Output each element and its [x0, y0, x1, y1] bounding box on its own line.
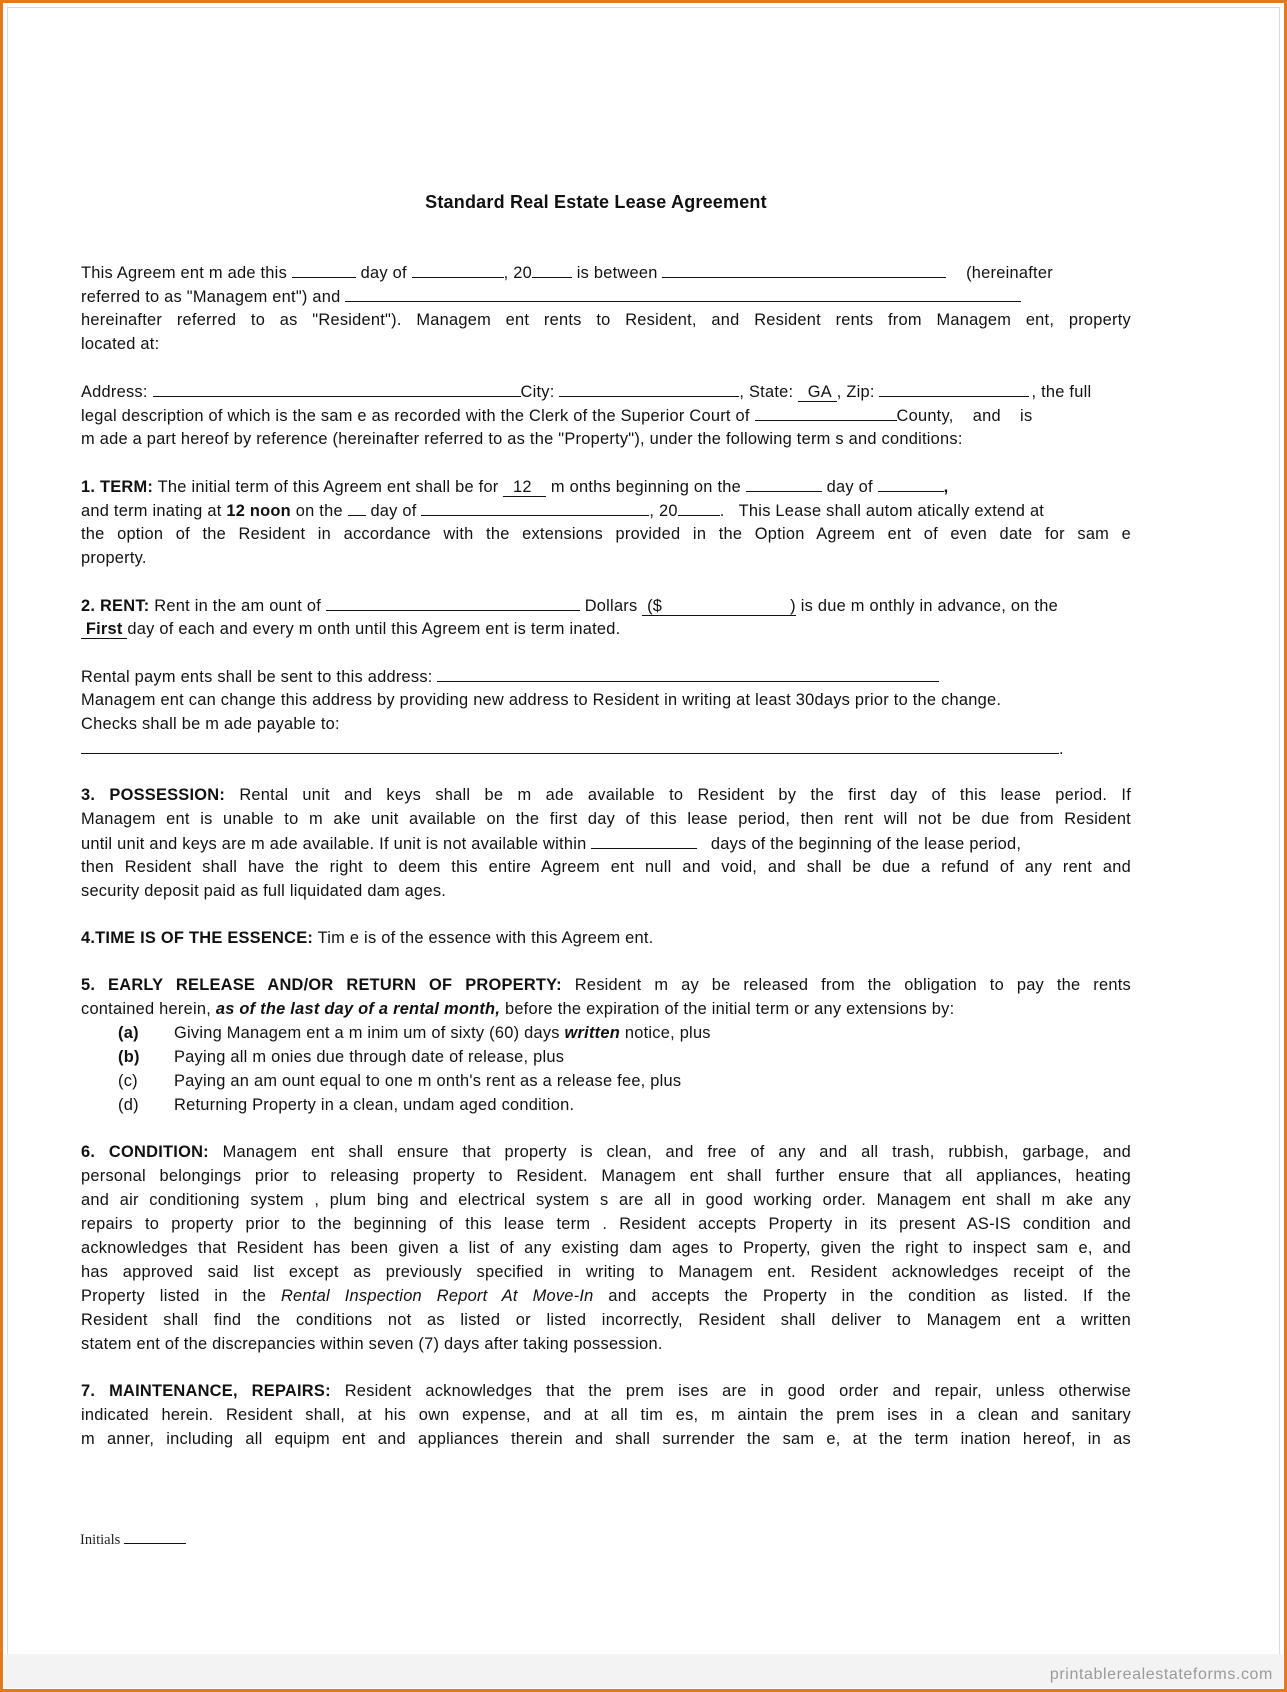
condition-heading: 6. CONDITION:: [81, 1143, 209, 1161]
term-line-2: and term inating at 12 noon on the day of , 20 . This Lease shall autom atically extend at: [81, 498, 1131, 522]
lease-document: [81, 190, 1131, 1451]
rent-address-line: Rental paym ents shall be sent to this address:: [81, 664, 1131, 688]
condition-line-1: 6. CONDITION: Managem ent shall ensure that property is clean, and free of any and all trash, rubbish, garbage, and: [81, 1143, 1131, 1161]
rent-payee-line: .: [81, 736, 1131, 760]
maintenance-line-2: indicated herein. Resident shall, at his own expense, and at all tim es, m aintain the prem ises in a clean and sanitary: [81, 1406, 1131, 1424]
state-value[interactable]: GA: [798, 383, 837, 402]
maintenance-line-1: 7. MAINTENANCE, REPAIRS: Resident acknowledges that the prem ises are in good order and repair, unless otherwise: [81, 1382, 1131, 1400]
early-line-2: contained herein, as of the last day of a rental month, before the expiration of the initial term or any extensions by:: [81, 1000, 955, 1018]
end-month-blank[interactable]: [421, 498, 649, 516]
year-blank[interactable]: [532, 260, 572, 278]
day-blank[interactable]: [292, 260, 356, 278]
possession-line-5: security deposit paid as full liquidated dam ages.: [81, 882, 447, 900]
list-item: (c) Paying an am ount equal to one m onth's rent as a release fee, plus: [118, 1072, 682, 1090]
initials-field: Initials: [80, 1530, 186, 1549]
address-line-2: legal description of which is the sam e as recorded with the Clerk of the Superior Court of County, and is: [81, 403, 1131, 427]
possession-line-3: until unit and keys are m ade available. If unit is not available within days of the beginning of the lease period,: [81, 831, 1131, 855]
possession-line-1: 3. POSSESSION: Rental unit and keys shall be m ade available to Resident by the first day of this lease period. If: [81, 786, 1131, 804]
month-blank[interactable]: [412, 260, 504, 278]
start-day-blank[interactable]: [746, 474, 822, 492]
end-year-blank[interactable]: [678, 498, 720, 516]
essence-heading: 4.TIME IS OF THE ESSENCE:: [81, 929, 314, 947]
list-item: (b) Paying all m onies due through date of release, plus: [118, 1048, 565, 1066]
possession-heading: 3. POSSESSION:: [81, 786, 226, 804]
intro-line-4: located at:: [81, 335, 160, 353]
intro-line-1: This Agreem ent m ade this day of , 20 is between (hereinafter: [81, 260, 1131, 284]
rent-change-line: Managem ent can change this address by providing new address to Resident in writing at least 30days prior to the change.: [81, 691, 1002, 709]
maintenance-line-3: m anner, including all equipm ent and appliances therein and shall surrender the sam e, at the term ination hereof, in as: [81, 1430, 1131, 1448]
possession-line-2: Managem ent is unable to m ake unit available on the first day of this lease period, then rent will not be due from Resident: [81, 810, 1131, 828]
site-watermark: printablerealestateforms.com: [1049, 1666, 1273, 1683]
condition-line-5: acknowledges that Resident has been given a list of any existing dam ages to Property, given the right to inspect sam e, and: [81, 1239, 1131, 1257]
term-line-4: property.: [81, 549, 147, 567]
essence-line: 4.TIME IS OF THE ESSENCE: Tim e is of the essence with this Agreem ent.: [81, 929, 654, 947]
condition-line-8: Resident shall find the conditions not as listed or listed incorrectly, Resident shall deliver to Managem ent a written: [81, 1311, 1131, 1329]
rent-amount-words-blank[interactable]: [326, 593, 580, 611]
term-line-3: the option of the Resident in accordance with the extensions provided in the Option Agreem ent of even date for sam e: [81, 525, 1131, 543]
list-item: (d) Returning Property in a clean, undam aged condition.: [118, 1096, 575, 1114]
management-name-blank[interactable]: [662, 260, 946, 278]
initials-blank[interactable]: [124, 1530, 186, 1544]
payee-blank[interactable]: [81, 736, 1059, 754]
rent-line-1: 2. RENT: Rent in the am ount of Dollars ($ ) is due m onthly in advance, on the: [81, 593, 1131, 617]
term-line-1: 1. TERM: The initial term of this Agreem ent shall be for 12 m onths beginning on the day of ,: [81, 474, 1131, 498]
condition-line-6: has approved said list except as previously specified in writing to Managem ent. Resident acknowledges receipt of the: [81, 1263, 1131, 1281]
intro-line-3: hereinafter referred to as "Resident"). Managem ent rents to Resident, and Resident rents from Managem ent, property: [81, 311, 1131, 329]
maintenance-heading: 7. MAINTENANCE, REPAIRS:: [81, 1382, 331, 1400]
payment-address-blank[interactable]: [437, 664, 939, 682]
list-item: (a) Giving Managem ent a m inim um of sixty (60) days written notice, plus: [118, 1024, 711, 1042]
early-line-1: 5. EARLY RELEASE AND/OR RETURN OF PROPERTY: Resident m ay be released from the obligation to pay the rents: [81, 976, 1131, 994]
rent-due-day[interactable]: First: [81, 620, 127, 639]
address-line-1: Address: City: , State: GA , Zip: , the full: [81, 379, 1131, 403]
condition-line-3: and air conditioning system , plum bing and electrical system s are all in good working order. Managem ent shall m ake any: [81, 1191, 1131, 1209]
rent-line-2: First day of each and every m onth until this Agreem ent is term inated.: [81, 617, 1131, 641]
condition-line-9: statem ent of the discrepancies within seven (7) days after taking possession.: [81, 1335, 663, 1353]
start-month-blank[interactable]: [878, 474, 944, 492]
zip-blank[interactable]: [879, 379, 1029, 397]
address-line-3: m ade a part hereof by reference (hereinafter referred to as the "Property"), under the following term s and conditions:: [81, 430, 963, 448]
document-title: Standard Real Estate Lease Agreement: [425, 192, 767, 212]
rent-heading: 2. RENT:: [81, 597, 150, 615]
condition-line-7: Property listed in the Rental Inspection Report At Move-In and accepts the Property in the condition as listed. If the: [81, 1287, 1132, 1305]
county-blank[interactable]: [755, 403, 897, 421]
condition-line-2: personal belongings prior to releasing property to Resident. Managem ent shall further ensure that all appliances, heating: [81, 1167, 1131, 1185]
rent-amount-number[interactable]: ($ ): [642, 597, 796, 616]
possession-days-blank[interactable]: [591, 831, 697, 849]
possession-line-4: then Resident shall have the right to deem this entire Agreem ent null and void, and shall be due a refund of any rent and: [81, 858, 1131, 876]
city-blank[interactable]: [559, 379, 739, 397]
months-value[interactable]: 12: [503, 478, 546, 497]
rent-payable-line: Checks shall be m ade payable to:: [81, 715, 340, 733]
term-heading: 1. TERM:: [81, 478, 154, 496]
address-blank[interactable]: [153, 379, 521, 397]
resident-name-blank[interactable]: [345, 284, 1021, 302]
condition-line-4: repairs to property prior to the beginning of this lease term . Resident accepts Property in its present AS-IS condition and: [81, 1215, 1131, 1233]
early-heading: 5. EARLY RELEASE AND/OR RETURN OF PROPERTY:: [81, 976, 562, 994]
end-day-blank[interactable]: [348, 498, 366, 516]
intro-line-2: referred to as "Managem ent") and: [81, 284, 1131, 308]
